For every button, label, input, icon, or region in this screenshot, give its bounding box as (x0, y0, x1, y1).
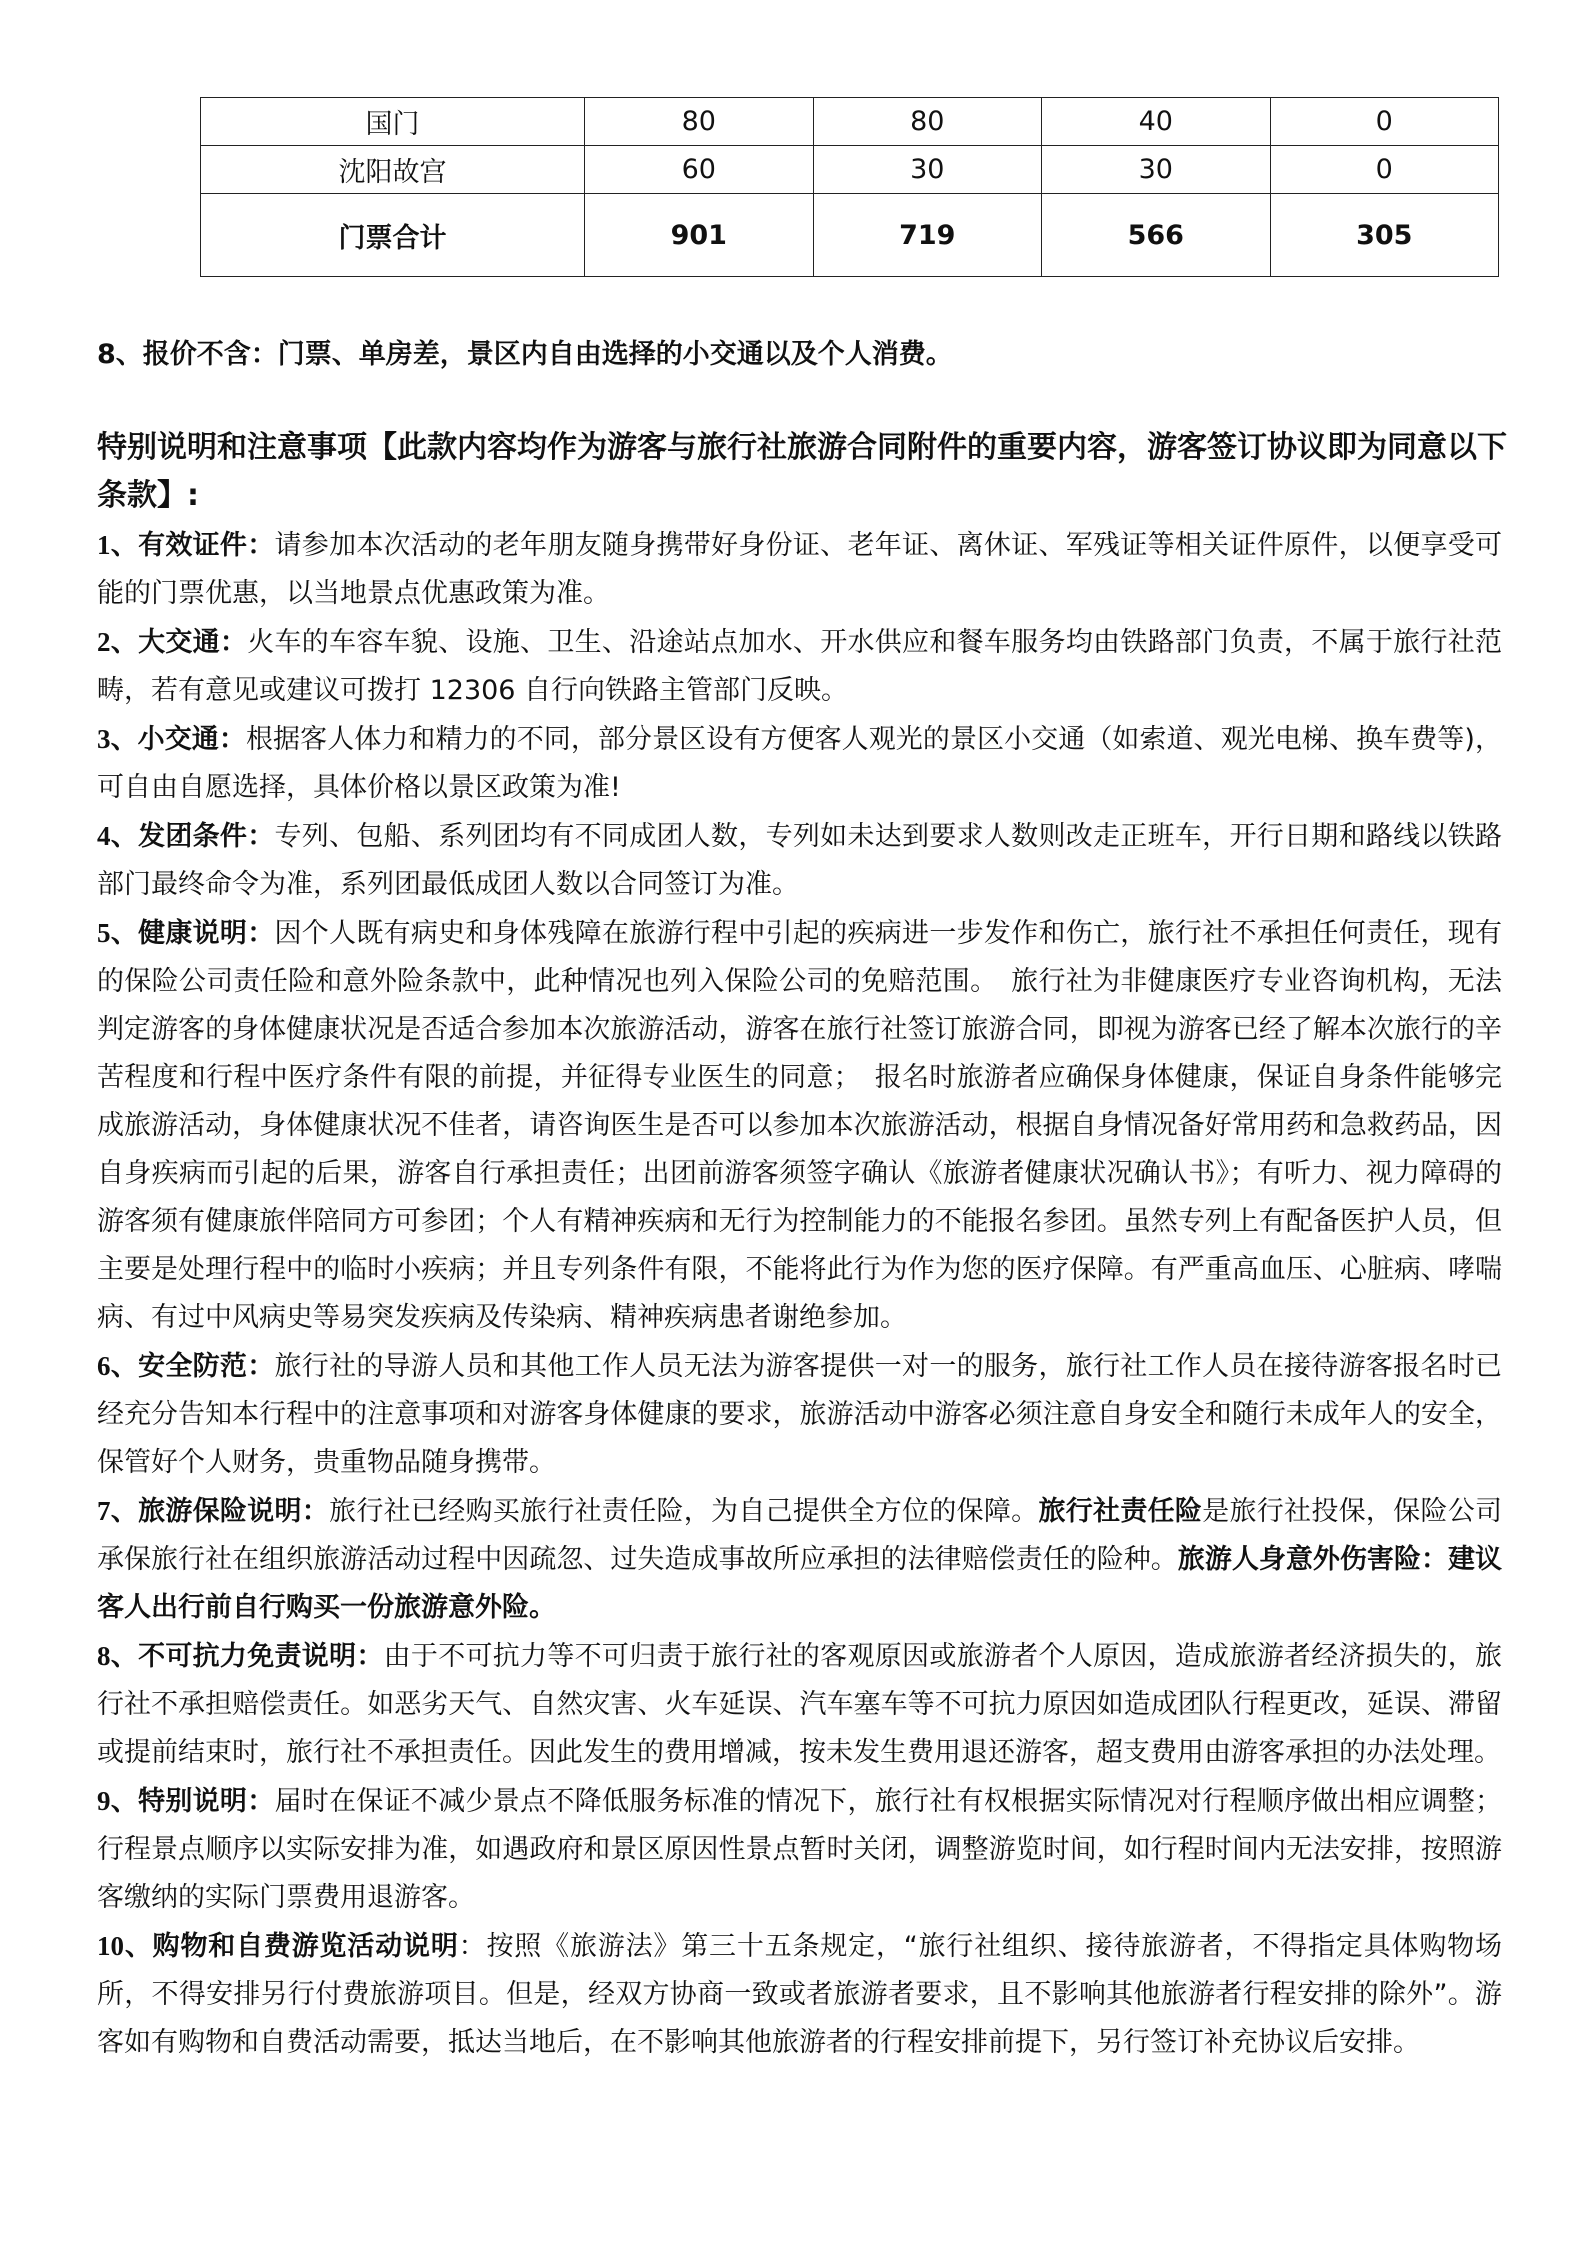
total-cell: 901 (585, 194, 814, 277)
special-notes-heading: 特别说明和注意事项【此款内容均作为游客与旅行社旅游合同附件的重要内容，游客签订协议即为同意以下条款】: (97, 430, 1507, 513)
clause-text: 旅行社已经购买旅行社责任险，为自己提供全方位的保障。 (329, 1496, 1039, 1527)
price-cell: 30 (1042, 146, 1271, 194)
total-label: 门票合计 (201, 194, 585, 277)
clause-title: 购物和自费游览活动说明 (152, 1931, 459, 1962)
table-row (201, 98, 1499, 146)
price-exclusion-note: 8、报价不含：门票、单房差，景区内自由选择的小交通以及个人消费。 (97, 339, 953, 370)
clause-number: 5、 (97, 918, 139, 948)
terms-list (97, 521, 1502, 2067)
price-cell: 30 (813, 146, 1042, 194)
clause-number: 2、 (97, 627, 139, 657)
clause-number: 7、 (97, 1496, 139, 1526)
price-cell: 40 (1042, 98, 1271, 146)
table-total-row (201, 194, 1499, 277)
clause-text: 根据客人体力和精力的不同，部分景区设有方便客人观光的景区小交通（如索道、观光电梯、换车费等)，可自由自愿选择，具体价格以景区政策为准! (97, 724, 1502, 803)
clause-item (97, 909, 1502, 1342)
price-cell: 60 (585, 146, 814, 194)
clause-item (97, 1487, 1502, 1632)
clause-bold-term: 旅行社责任险 (1038, 1496, 1203, 1527)
clause-title: 有效证件： (138, 530, 275, 561)
clause-title: 不可抗力免责说明： (138, 1641, 384, 1672)
clause-title: 特别说明： (138, 1786, 275, 1817)
clause-bold-tail: 旅游人身意外伤害险：建议客人出行前自行购买一份旅游意外险。 (97, 1544, 1503, 1623)
clause-number: 4、 (97, 821, 139, 851)
clause-number: 6、 (97, 1351, 139, 1381)
price-cell: 0 (1270, 146, 1499, 194)
price-cell: 80 (585, 98, 814, 146)
clause-item (97, 1342, 1502, 1487)
total-cell: 566 (1042, 194, 1271, 277)
clause-number: 1、 (97, 530, 139, 560)
clause-item (97, 812, 1502, 909)
total-cell: 305 (1270, 194, 1499, 277)
clause-number: 3、 (97, 724, 138, 754)
clause-text: 请参加本次活动的老年朋友随身携带好身份证、老年证、离休证、军残证等相关证件原件，以便享受可能的门票优惠，以当地景点优惠政策为准。 (97, 530, 1503, 609)
clause-title: 安全防范： (138, 1351, 275, 1382)
clause-text: 火车的车容车貌、设施、卫生、沿途站点加水、开水供应和餐车服务均由铁路部门负责，不属于旅行社范畴，若有意见或建议可拨打 12306 自行向铁路主管部门反映。 (97, 627, 1503, 706)
price-cell: 0 (1270, 98, 1499, 146)
total-cell: 719 (813, 194, 1042, 277)
clause-number: 8、 (97, 1641, 139, 1671)
clause-number: 9、 (97, 1786, 139, 1816)
attraction-name: 沈阳故宫 (201, 146, 585, 194)
price-cell: 80 (813, 98, 1042, 146)
clause-title: 小交通： (137, 724, 246, 755)
clause-text: ：按照《旅游法》第三十五条规定，“旅行社组织、接待旅游者，不得指定具体购物场所，不得安排另行付费旅游项目。但是，经双方协商一致或者旅游者要求，且不影响其他旅游者行程安排的除外”。游客如有购物和自费活动需要，抵达当地后，在不影响其他旅游者的行程安排前提下，另行签订补充协议后安排。 (97, 1931, 1502, 2058)
clause-item (97, 715, 1502, 812)
clause-text: 专列、包船、系列团均有不同成团人数，专列如未达到要求人数则改走正班车，开行日期和路线以铁路部门最终命令为准，系列团最低成团人数以合同签订为准。 (97, 821, 1503, 900)
clause-text: 因个人既有病史和身体残障在旅游行程中引起的疾病进一步发作和伤亡，旅行社不承担任何责任，现有的保险公司责任险和意外险条款中，此种情况也列入保险公司的免赔范围。 旅行社为非健康医疗专业咨询机构，无法判定游客的身体健康状况是否适合参加本次旅游活动，游客在旅行社签订旅游合同，即视为游客已经了解本次旅行的辛苦程度和行程中医疗条件有限的前提，并征得专业医生的同意； 报名时旅游者应确保身体健康，保证自身条件能够完成旅游活动，身体健康状况不佳者，请咨询医生是否可以参加本次旅游活动，根据自身情况备好常用药和急救药品，因自身疾病而引起的后果，游客自行承担责任；出团前游客须签字确认《旅游者健康状况确认书》；有听力、视力障碍的游客须有健康旅伴陪同方可参团；个人有精神疾病和无行为控制能力的不能报名参团。虽然专列上有配备医护人员，但主要是处理行程中的临时小疾病；并且专列条件有限，不能将此行为作为您的医疗保障。有严重高血压、心脏病、哮喘病、有过中风病史等易突发疾病及传染病、精神疾病患者谢绝参加。 (97, 918, 1503, 1333)
clause-text: 旅行社的导游人员和其他工作人员无法为游客提供一对一的服务，旅行社工作人员在接待游客报名时已经充分告知本行程中的注意事项和对游客身体健康的要求，旅游活动中游客必须注意自身安全和随行未成年人的安全，保管好个人财务，贵重物品随身携带。 (97, 1351, 1503, 1478)
clause-text: 届时在保证不减少景点不降低服务标准的情况下，旅行社有权根据实际情况对行程顺序做出相应调整；行程景点顺序以实际安排为准，如遇政府和景区原因性景点暂时关闭，调整游览时间，如行程时间内无法安排，按照游客缴纳的实际门票费用退游客。 (97, 1786, 1503, 1913)
ticket-price-table (200, 97, 1499, 277)
clause-item (97, 1777, 1502, 1922)
clause-text: 是旅行社投保，保险公司承保旅行社在组织旅游活动过程中因疏忽、过失造成事故所应承担的法律赔偿责任的险种。 (97, 1496, 1503, 1575)
clause-title: 健康说明： (138, 918, 275, 949)
clause-item (97, 1632, 1502, 1777)
clause-item (97, 618, 1502, 715)
attraction-name: 国门 (201, 98, 585, 146)
clause-number: 10、 (97, 1931, 153, 1961)
clause-text: 由于不可抗力等不可归责于旅行社的客观原因或旅游者个人原因，造成旅游者经济损失的，旅行社不承担赔偿责任。如恶劣天气、自然灾害、火车延误、汽车塞车等不可抗力原因如造成团队行程更改，延误、滞留或提前结束时，旅行社不承担责任。因此发生的费用增减，按未发生费用退还游客，超支费用由游客承担的办法处理。 (97, 1641, 1503, 1768)
clause-title: 大交通： (138, 627, 248, 658)
table-row (201, 146, 1499, 194)
clause-title: 发团条件： (138, 821, 275, 852)
clause-item (97, 521, 1502, 618)
clause-item (97, 1922, 1502, 2067)
clause-title: 旅游保险说明： (138, 1496, 330, 1527)
